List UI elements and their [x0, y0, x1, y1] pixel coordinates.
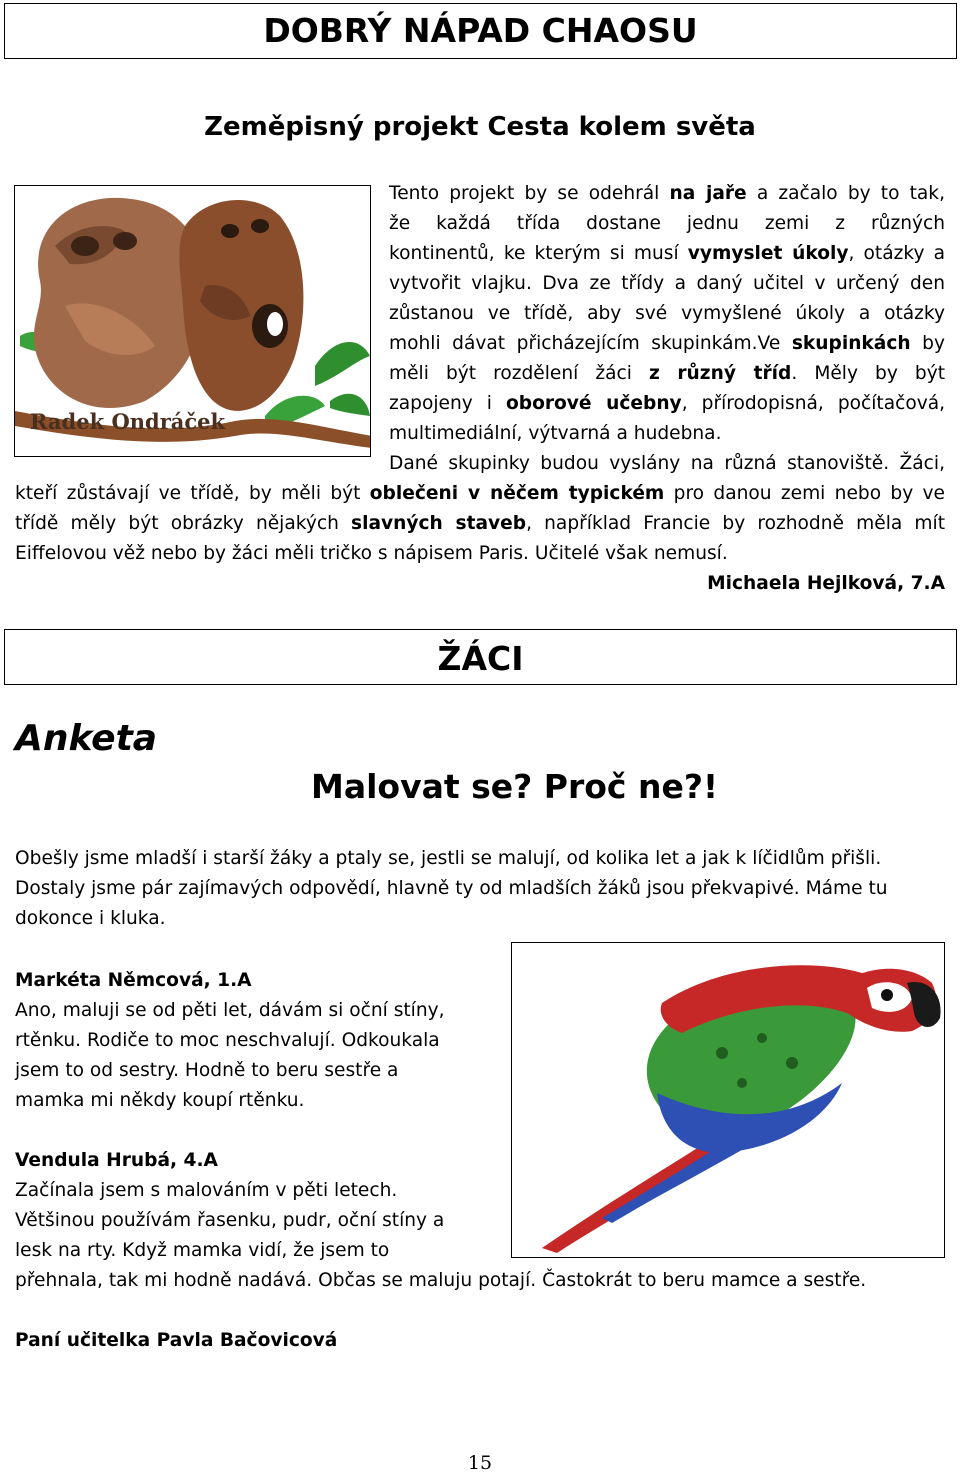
respondent-line: mamka mi někdy koupí rtěnku. — [15, 1090, 305, 1111]
article-line: měli být rozdělení žáci z různý tříd. Měly by být — [389, 363, 945, 384]
respondent-name: Paní učitelka Pavla Bačovicová — [15, 1330, 338, 1351]
page-number: 15 — [467, 1452, 493, 1474]
article-line: Dané skupinky budou vyslány na různá stanoviště. Žáci, — [389, 453, 945, 474]
article-line: kteří zůstávají ve třídě, by měli být oblečeni v něčem typickém pro danou zemi nebo by ve — [15, 483, 945, 504]
article-line: zůstanou ve třídě, aby své vymyšlené úkoly a otázky — [389, 303, 945, 324]
article-line: Obešly jsme mladší i starší žáky a ptaly se, jestli se malují, od kolika let a jak k líčidlům přišli. — [15, 848, 882, 869]
respondent-line: jsem to od sestry. Hodně to beru sestře a — [15, 1060, 399, 1081]
article-body-column — [389, 179, 945, 479]
article-author: Michaela Hejlková, 7.A — [707, 573, 945, 594]
respondent-line: přehnala, tak mi hodně nadává. Občas se maluju potají. Častokrát to beru mamce a sestře. — [15, 1270, 867, 1291]
respondent-line: Začínala jsem s malováním v pěti letech. — [15, 1180, 398, 1201]
respondent-block — [15, 966, 495, 1116]
respondent-block — [15, 1146, 945, 1296]
lemur-drawing-image — [14, 185, 371, 457]
article-line: kontinentů, ke kterým si musí vymyslet úkoly, otázky a — [389, 243, 945, 264]
article-intro — [15, 844, 945, 934]
article-line: Dostaly jsme pár zajímavých odpovědí, hlavně ty od mladších žáků jsou překvapivé. Máme tu — [15, 878, 888, 899]
article-title: Malovat se? Proč ne?! — [311, 767, 719, 806]
page-header-title: DOBRÝ NÁPAD CHAOSU — [4, 3, 957, 59]
article-line: dokonce i kluka. — [15, 908, 166, 929]
lemur-drawing-illustration — [15, 186, 371, 457]
section-banner-title: ŽÁCI — [4, 629, 957, 685]
article-body-full — [15, 479, 945, 599]
article-line: Tento projekt by se odehrál na jaře a začalo by to tak, — [389, 183, 945, 204]
respondent-name: Markéta Němcová, 1.A — [15, 970, 252, 991]
article-line: zapojeny i oborové učebny, přírodopisná, počítačová, — [389, 393, 946, 414]
article-line: multimediální, výtvarná a hudebna. — [389, 423, 722, 444]
article-line: vytvořit vlajku. Dva ze třídy a daný učitel v určený den — [389, 273, 945, 294]
article-line: Eiffelovou věž nebo by žáci měli tričko s nápisem Paris. Učitelé však nemusí. — [15, 543, 728, 564]
article-line: že každá třída dostane jednu zemi z různých — [389, 213, 945, 234]
anketa-label: Anketa — [15, 718, 158, 759]
respondent-name: Vendula Hrubá, 4.A — [15, 1150, 218, 1171]
respondent-line: Většinou používám řasenku, pudr, oční stíny a — [15, 1210, 445, 1231]
respondent-line: Ano, maluji se od pěti let, dávám si oční stíny, — [15, 1000, 445, 1021]
article-line: mohli dávat přicházejícím skupinkám.Ve skupinkách by — [389, 333, 945, 354]
respondent-line: lesk na rty. Když mamka vidí, že jsem to — [15, 1240, 390, 1261]
image-caption: Radek Ondráček — [30, 409, 226, 434]
article-line: třídě měly být obrázky nějakých slavných staveb, například Francie by rozhodně měla mít — [15, 513, 945, 534]
article-title: Zeměpisný projekt Cesta kolem světa — [204, 112, 756, 142]
respondent-line: rtěnku. Rodiče to moc neschvalují. Odkoukala — [15, 1030, 440, 1051]
